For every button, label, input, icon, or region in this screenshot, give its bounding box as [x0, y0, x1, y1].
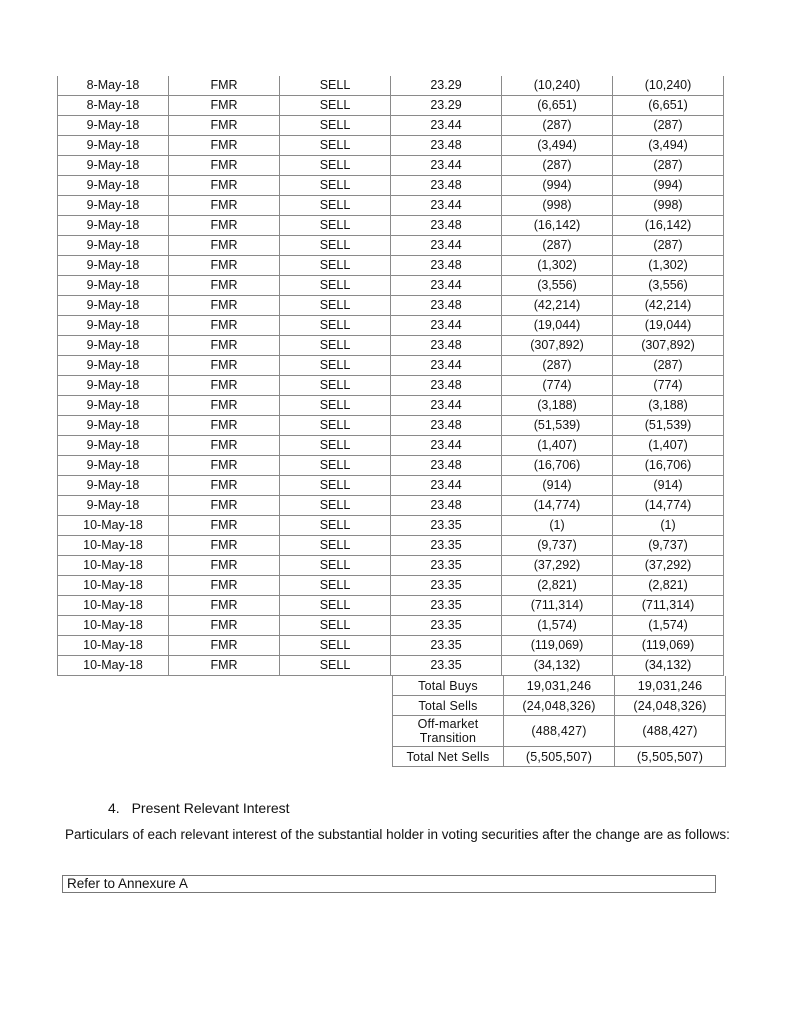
- totals-consideration: (5,505,507): [504, 747, 615, 767]
- cell-holder: FMR: [169, 456, 280, 476]
- cell-securities: (307,892): [613, 336, 724, 356]
- cell-holder: FMR: [169, 76, 280, 96]
- cell-date: 9-May-18: [58, 196, 169, 216]
- cell-price: 23.44: [391, 396, 502, 416]
- totals-consideration: (24,048,326): [504, 696, 615, 716]
- table-row: [58, 616, 724, 636]
- cell-holder: FMR: [169, 356, 280, 376]
- cell-date: 9-May-18: [58, 496, 169, 516]
- cell-securities: (287): [613, 116, 724, 136]
- cell-date: 9-May-18: [58, 436, 169, 456]
- cell-price: 23.35: [391, 656, 502, 676]
- cell-date: 9-May-18: [58, 356, 169, 376]
- cell-holder: FMR: [169, 496, 280, 516]
- cell-securities: (3,556): [613, 276, 724, 296]
- cell-date: 10-May-18: [58, 656, 169, 676]
- cell-securities: (37,292): [613, 556, 724, 576]
- cell-holder: FMR: [169, 196, 280, 216]
- cell-securities: (998): [613, 196, 724, 216]
- cell-holder: FMR: [169, 236, 280, 256]
- cell-type: SELL: [280, 276, 391, 296]
- table-row: [58, 636, 724, 656]
- cell-consideration: (998): [502, 196, 613, 216]
- cell-securities: (19,044): [613, 316, 724, 336]
- cell-date: 10-May-18: [58, 596, 169, 616]
- cell-price: 23.48: [391, 416, 502, 436]
- annexure-reference-box: Refer to Annexure A: [62, 875, 716, 893]
- cell-type: SELL: [280, 256, 391, 276]
- cell-type: SELL: [280, 456, 391, 476]
- totals-securities: 19,031,246: [615, 676, 726, 696]
- table-row: [58, 416, 724, 436]
- totals-row-total-buys: [393, 676, 726, 696]
- cell-type: SELL: [280, 596, 391, 616]
- cell-consideration: (119,069): [502, 636, 613, 656]
- cell-price: 23.44: [391, 236, 502, 256]
- totals-consideration: 19,031,246: [504, 676, 615, 696]
- cell-consideration: (9,737): [502, 536, 613, 556]
- cell-securities: (3,188): [613, 396, 724, 416]
- transactions-table-body: [58, 76, 724, 676]
- cell-type: SELL: [280, 436, 391, 456]
- table-row: [58, 396, 724, 416]
- cell-date: 10-May-18: [58, 536, 169, 556]
- table-row: [58, 176, 724, 196]
- cell-type: SELL: [280, 616, 391, 636]
- cell-price: 23.48: [391, 296, 502, 316]
- cell-type: SELL: [280, 316, 391, 336]
- cell-type: SELL: [280, 76, 391, 96]
- cell-securities: (711,314): [613, 596, 724, 616]
- cell-holder: FMR: [169, 276, 280, 296]
- totals-label: Off-market Transition: [393, 716, 504, 747]
- cell-securities: (42,214): [613, 296, 724, 316]
- cell-consideration: (1): [502, 516, 613, 536]
- section-title: Present Relevant Interest: [131, 800, 290, 816]
- cell-date: 10-May-18: [58, 576, 169, 596]
- table-row: [58, 156, 724, 176]
- table-row: [58, 116, 724, 136]
- cell-holder: FMR: [169, 556, 280, 576]
- section-paragraph: Particulars of each relevant interest of the substantial holder in voting securities after the change are as follows:: [65, 827, 730, 842]
- totals-securities: (488,427): [615, 716, 726, 747]
- cell-date: 9-May-18: [58, 276, 169, 296]
- cell-price: 23.48: [391, 176, 502, 196]
- cell-securities: (3,494): [613, 136, 724, 156]
- cell-consideration: (1,302): [502, 256, 613, 276]
- cell-type: SELL: [280, 236, 391, 256]
- totals-row-total-sells: [393, 696, 726, 716]
- cell-date: 9-May-18: [58, 296, 169, 316]
- table-row: [58, 356, 724, 376]
- cell-consideration: (994): [502, 176, 613, 196]
- cell-holder: FMR: [169, 416, 280, 436]
- section-number: 4.: [108, 800, 120, 816]
- cell-securities: (914): [613, 476, 724, 496]
- cell-date: 9-May-18: [58, 336, 169, 356]
- cell-price: 23.44: [391, 436, 502, 456]
- cell-price: 23.35: [391, 536, 502, 556]
- cell-holder: FMR: [169, 516, 280, 536]
- cell-securities: (1,407): [613, 436, 724, 456]
- cell-type: SELL: [280, 636, 391, 656]
- table-row: [58, 196, 724, 216]
- cell-holder: FMR: [169, 116, 280, 136]
- cell-type: SELL: [280, 336, 391, 356]
- cell-securities: (9,737): [613, 536, 724, 556]
- totals-label: Total Sells: [393, 696, 504, 716]
- cell-consideration: (3,556): [502, 276, 613, 296]
- cell-consideration: (14,774): [502, 496, 613, 516]
- cell-holder: FMR: [169, 476, 280, 496]
- cell-date: 10-May-18: [58, 636, 169, 656]
- cell-securities: (287): [613, 236, 724, 256]
- cell-date: 9-May-18: [58, 176, 169, 196]
- cell-consideration: (34,132): [502, 656, 613, 676]
- cell-holder: FMR: [169, 576, 280, 596]
- cell-type: SELL: [280, 296, 391, 316]
- cell-type: SELL: [280, 656, 391, 676]
- cell-date: 9-May-18: [58, 316, 169, 336]
- table-row: [58, 236, 724, 256]
- table-row: [58, 336, 724, 356]
- table-row: [58, 216, 724, 236]
- cell-date: 9-May-18: [58, 236, 169, 256]
- cell-date: 9-May-18: [58, 216, 169, 236]
- table-row: [58, 456, 724, 476]
- cell-price: 23.44: [391, 156, 502, 176]
- cell-consideration: (2,821): [502, 576, 613, 596]
- cell-price: 23.35: [391, 556, 502, 576]
- cell-date: 9-May-18: [58, 456, 169, 476]
- cell-holder: FMR: [169, 376, 280, 396]
- cell-holder: FMR: [169, 136, 280, 156]
- cell-price: 23.48: [391, 336, 502, 356]
- cell-price: 23.44: [391, 116, 502, 136]
- cell-holder: FMR: [169, 256, 280, 276]
- table-row: [58, 596, 724, 616]
- cell-price: 23.44: [391, 276, 502, 296]
- table-row: [58, 76, 724, 96]
- cell-type: SELL: [280, 536, 391, 556]
- cell-holder: FMR: [169, 656, 280, 676]
- cell-consideration: (42,214): [502, 296, 613, 316]
- totals-securities: (24,048,326): [615, 696, 726, 716]
- cell-consideration: (19,044): [502, 316, 613, 336]
- cell-price: 23.35: [391, 636, 502, 656]
- cell-type: SELL: [280, 216, 391, 236]
- cell-price: 23.35: [391, 596, 502, 616]
- cell-securities: (6,651): [613, 96, 724, 116]
- table-row: [58, 296, 724, 316]
- cell-holder: FMR: [169, 536, 280, 556]
- cell-securities: (16,706): [613, 456, 724, 476]
- totals-table: [392, 676, 726, 767]
- cell-type: SELL: [280, 116, 391, 136]
- cell-securities: (51,539): [613, 416, 724, 436]
- cell-price: 23.35: [391, 576, 502, 596]
- cell-consideration: (6,651): [502, 96, 613, 116]
- table-row: [58, 536, 724, 556]
- cell-holder: FMR: [169, 596, 280, 616]
- table-row: [58, 256, 724, 276]
- table-row: [58, 436, 724, 456]
- cell-type: SELL: [280, 576, 391, 596]
- cell-holder: FMR: [169, 616, 280, 636]
- section-heading: [108, 800, 290, 816]
- cell-type: SELL: [280, 136, 391, 156]
- cell-holder: FMR: [169, 636, 280, 656]
- cell-securities: (774): [613, 376, 724, 396]
- cell-date: 10-May-18: [58, 516, 169, 536]
- cell-date: 9-May-18: [58, 116, 169, 136]
- totals-label: Total Buys: [393, 676, 504, 696]
- cell-price: 23.48: [391, 256, 502, 276]
- cell-price: 23.44: [391, 196, 502, 216]
- cell-securities: (14,774): [613, 496, 724, 516]
- cell-price: 23.29: [391, 76, 502, 96]
- cell-date: 9-May-18: [58, 256, 169, 276]
- cell-price: 23.44: [391, 476, 502, 496]
- cell-securities: (287): [613, 356, 724, 376]
- totals-securities: (5,505,507): [615, 747, 726, 767]
- table-row: [58, 96, 724, 116]
- cell-holder: FMR: [169, 156, 280, 176]
- cell-securities: (34,132): [613, 656, 724, 676]
- cell-securities: (119,069): [613, 636, 724, 656]
- cell-consideration: (287): [502, 236, 613, 256]
- cell-price: 23.48: [391, 456, 502, 476]
- cell-holder: FMR: [169, 396, 280, 416]
- cell-date: 10-May-18: [58, 556, 169, 576]
- cell-consideration: (16,706): [502, 456, 613, 476]
- table-row: [58, 476, 724, 496]
- table-row: [58, 376, 724, 396]
- table-row: [58, 496, 724, 516]
- cell-type: SELL: [280, 516, 391, 536]
- cell-holder: FMR: [169, 296, 280, 316]
- cell-type: SELL: [280, 556, 391, 576]
- cell-securities: (1): [613, 516, 724, 536]
- cell-consideration: (16,142): [502, 216, 613, 236]
- cell-type: SELL: [280, 376, 391, 396]
- cell-price: 23.48: [391, 136, 502, 156]
- cell-consideration: (287): [502, 356, 613, 376]
- cell-type: SELL: [280, 156, 391, 176]
- cell-consideration: (1,407): [502, 436, 613, 456]
- cell-securities: (287): [613, 156, 724, 176]
- cell-type: SELL: [280, 496, 391, 516]
- cell-date: 9-May-18: [58, 136, 169, 156]
- cell-type: SELL: [280, 476, 391, 496]
- cell-date: 10-May-18: [58, 616, 169, 636]
- cell-price: 23.48: [391, 496, 502, 516]
- cell-type: SELL: [280, 356, 391, 376]
- cell-date: 9-May-18: [58, 376, 169, 396]
- cell-type: SELL: [280, 396, 391, 416]
- table-row: [58, 316, 724, 336]
- cell-consideration: (51,539): [502, 416, 613, 436]
- totals-label: Total Net Sells: [393, 747, 504, 767]
- table-row: [58, 656, 724, 676]
- cell-consideration: (774): [502, 376, 613, 396]
- cell-date: 9-May-18: [58, 156, 169, 176]
- cell-securities: (2,821): [613, 576, 724, 596]
- cell-holder: FMR: [169, 96, 280, 116]
- cell-date: 9-May-18: [58, 476, 169, 496]
- cell-securities: (16,142): [613, 216, 724, 236]
- cell-price: 23.48: [391, 216, 502, 236]
- cell-type: SELL: [280, 416, 391, 436]
- cell-holder: FMR: [169, 316, 280, 336]
- cell-consideration: (3,188): [502, 396, 613, 416]
- cell-consideration: (10,240): [502, 76, 613, 96]
- cell-consideration: (3,494): [502, 136, 613, 156]
- cell-price: 23.29: [391, 96, 502, 116]
- cell-price: 23.35: [391, 516, 502, 536]
- cell-price: 23.44: [391, 356, 502, 376]
- cell-consideration: (1,574): [502, 616, 613, 636]
- totals-consideration: (488,427): [504, 716, 615, 747]
- cell-consideration: (37,292): [502, 556, 613, 576]
- table-row: [58, 276, 724, 296]
- cell-holder: FMR: [169, 176, 280, 196]
- cell-type: SELL: [280, 176, 391, 196]
- cell-securities: (1,574): [613, 616, 724, 636]
- cell-consideration: (711,314): [502, 596, 613, 616]
- cell-securities: (994): [613, 176, 724, 196]
- cell-price: 23.48: [391, 376, 502, 396]
- cell-securities: (10,240): [613, 76, 724, 96]
- cell-holder: FMR: [169, 336, 280, 356]
- cell-securities: (1,302): [613, 256, 724, 276]
- cell-date: 8-May-18: [58, 96, 169, 116]
- cell-price: 23.35: [391, 616, 502, 636]
- cell-date: 8-May-18: [58, 76, 169, 96]
- totals-row-total-net-sells: [393, 747, 726, 767]
- cell-type: SELL: [280, 96, 391, 116]
- cell-consideration: (914): [502, 476, 613, 496]
- cell-date: 9-May-18: [58, 416, 169, 436]
- cell-holder: FMR: [169, 436, 280, 456]
- transactions-table: [57, 76, 724, 676]
- cell-price: 23.44: [391, 316, 502, 336]
- cell-date: 9-May-18: [58, 396, 169, 416]
- cell-consideration: (287): [502, 156, 613, 176]
- table-row: [58, 556, 724, 576]
- table-row: [58, 516, 724, 536]
- cell-consideration: (307,892): [502, 336, 613, 356]
- cell-consideration: (287): [502, 116, 613, 136]
- cell-type: SELL: [280, 196, 391, 216]
- cell-holder: FMR: [169, 216, 280, 236]
- table-row: [58, 136, 724, 156]
- totals-row-off-market: [393, 716, 726, 747]
- table-row: [58, 576, 724, 596]
